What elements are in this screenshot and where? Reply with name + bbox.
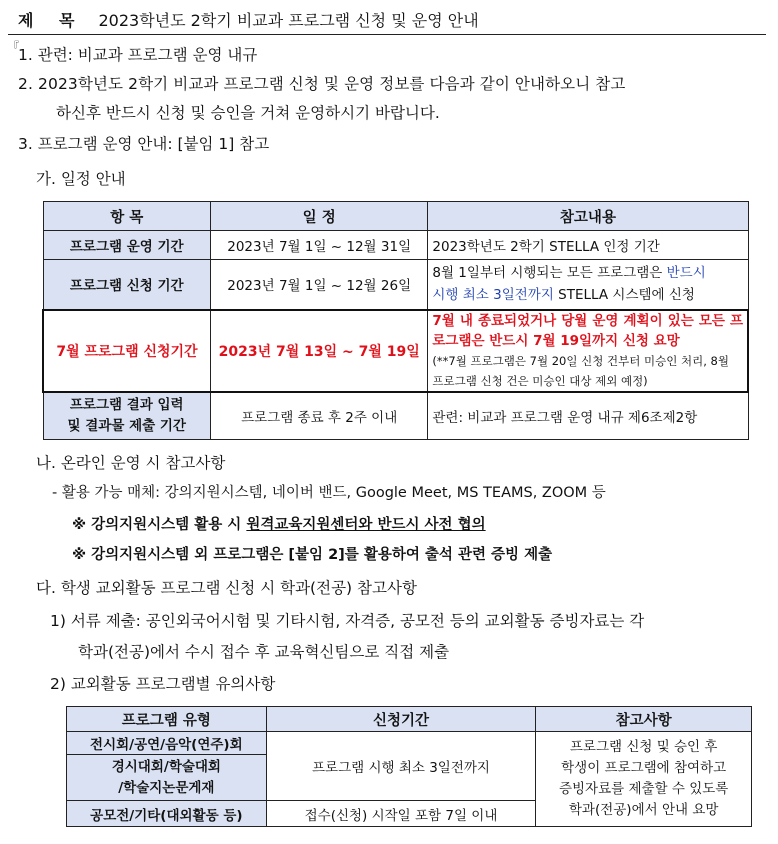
item-1: 1. 관련: 비교과 프로그램 운영 내규 [18,46,258,64]
row-item-line: 및 결과물 제출 기간 [67,417,186,434]
program-note [536,732,752,827]
row-item-line: 프로그램 결과 입력 [69,396,184,413]
da-item-1-line1: 1) 서류 제출: 공인외국어시험 및 기타시험, 자격증, 공모전 등의 교외활동 증빙자료는 각 [50,612,645,630]
section-da: 다. 학생 교외활동 프로그램 신청 시 학과(전공) 참고사항 [36,579,417,597]
note-underlined: 원격교육지원센터와 반드시 사전 협의 [246,517,486,533]
col-header-period: 신청기간 [266,707,536,732]
note-highlight: 반드시 [666,265,706,282]
row-item: 프로그램 운영 기간 [43,231,210,260]
note-line: 학과(전공)에서 안내 요망 [568,802,719,818]
program-type: 공모전/기타(대외활동 등) [67,801,267,827]
col-header-date: 일 정 [210,202,427,231]
table-row [67,732,752,755]
online-media: - 활용 가능 매체: 강의지원시스템, 네이버 밴드, Google Meet, MS TEAMS, ZOOM 등 [52,485,606,501]
table-row-highlighted [43,310,748,392]
note-line: 학생이 프로그램에 참여하고 [561,760,727,776]
item-3: 3. 프로그램 운영 안내: [붙임 1] 참고 [18,135,270,153]
title-label: 제 목 [18,10,85,30]
col-header-item: 항 목 [43,202,210,231]
document-title-row [8,4,766,35]
program-type [67,755,267,801]
row-note [428,310,748,392]
note-line: 프로그램 신청 및 승인 후 [569,739,718,755]
da-item-1-line2: 학과(전공)에서 수시 접수 후 교육혁신팀으로 직접 제출 [78,643,450,661]
program-period: 접수(신청) 시작일 포함 7일 이내 [266,801,536,827]
row-note [428,260,748,310]
note-highlight: 시행 최소 3일전까지 [432,287,554,304]
item-2-line2: 하신후 반드시 신청 및 승인을 거쳐 운영하시기 바랍니다. [56,104,440,122]
row-date: 2023년 7월 1일 ~ 12월 31일 [210,231,427,260]
note-prefix: ※ 강의지원시스템 활용 시 [72,517,247,533]
item-2-line1: 2. 2023학년도 2학기 비교과 프로그램 신청 및 운영 정보를 다음과 같이 안내하오니 참고 [18,75,626,93]
col-header-type: 프로그램 유형 [67,707,267,732]
col-header-note: 참고내용 [428,202,748,231]
program-table [66,706,752,827]
row-item: 7월 프로그램 신청기간 [43,310,210,392]
note-text: 8월 1일부터 시행되는 모든 프로그램은 [432,265,667,282]
row-note: 관련: 비교과 프로그램 운영 내규 제6조제2항 [428,392,748,440]
row-date: 2023년 7월 13일 ~ 7월 19일 [210,310,427,392]
table-row [43,231,748,260]
table-row [43,392,748,440]
document-title: 2023학년도 2학기 비교과 프로그램 신청 및 운영 안내 [98,10,479,30]
table-row [43,260,748,310]
row-date: 2023년 7월 1일 ~ 12월 26일 [210,260,427,310]
note-small: (**7월 프로그램은 7월 20일 신청 건부터 미승인 처리, 8월 프로그램 신청 건은 미승인 대상 제외 예정) [432,353,729,388]
corner-mark: 『 [8,40,19,53]
row-note: 2023학년도 2학기 STELLA 인정 기간 [428,231,748,260]
program-period: 프로그램 시행 최소 3일전까지 [266,732,536,801]
online-note-1 [72,514,486,536]
section-na: 나. 온라인 운영 시 참고사항 [36,454,226,472]
da-item-2: 2) 교외활동 프로그램별 유의사항 [50,675,276,693]
note-warning: 7월 내 종료되었거나 당월 운영 계획이 있는 모든 프로그램은 반드시 7월 19일까지 신청 요망 [432,312,743,349]
note-text: STELLA 시스템에 신청 [553,287,695,304]
section-ga: 가. 일정 안내 [36,170,126,188]
row-item: 프로그램 신청 기간 [43,260,210,310]
row-item [43,392,210,440]
type-line: 경시대회/학술대회 [111,758,221,775]
online-note-2: ※ 강의지원시스템 외 프로그램은 [붙임 2]를 활용하여 출석 관련 증빙 제출 [72,547,553,563]
note-line: 증빙자료를 제출할 수 있도록 [558,781,729,797]
row-date: 프로그램 종료 후 2주 이내 [210,392,427,440]
program-type: 전시회/공연/음악(연주)회 [67,732,267,755]
type-line: /학술지논문게재 [118,779,215,796]
schedule-table [42,201,749,440]
col-header-note: 참고사항 [536,707,752,732]
